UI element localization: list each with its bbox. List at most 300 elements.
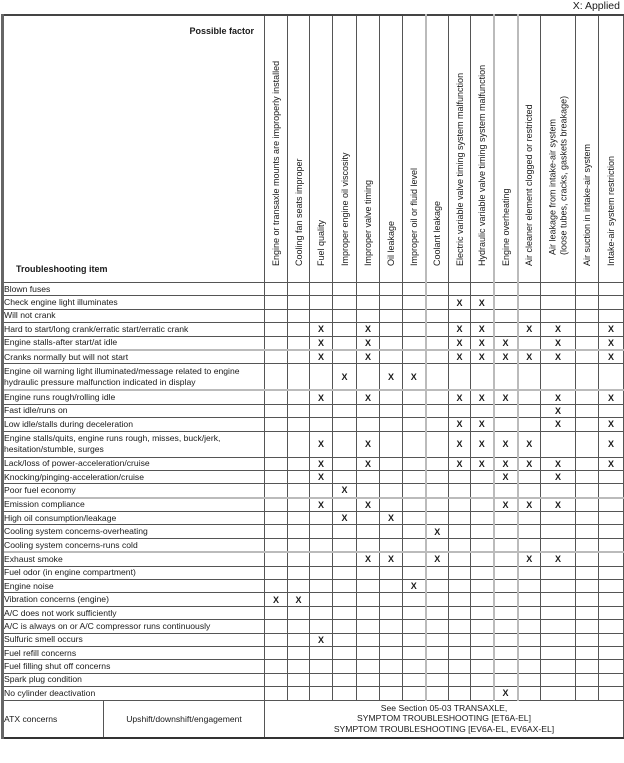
empty-cell (310, 646, 333, 659)
troubleshooting-item-label: Troubleshooting item (16, 264, 108, 274)
empty-cell (403, 525, 426, 538)
empty-cell (265, 296, 288, 309)
applied-mark: X (471, 431, 494, 457)
empty-cell (599, 687, 624, 700)
empty-cell (288, 538, 310, 552)
empty-cell (576, 633, 599, 646)
empty-cell (541, 633, 576, 646)
factor-header (576, 15, 599, 283)
empty-cell (518, 687, 541, 700)
empty-cell (426, 309, 449, 322)
table-row (3, 687, 624, 700)
factor-header-label: Air cleaner element clogged or restricted (524, 103, 534, 266)
applied-mark: X (599, 323, 624, 336)
empty-cell (471, 606, 494, 619)
applied-mark: X (449, 336, 471, 350)
troubleshooting-item: Lack/loss of power-acceleration/cruise (3, 457, 265, 470)
empty-cell (265, 498, 288, 512)
empty-cell (576, 296, 599, 309)
empty-cell (426, 580, 449, 593)
applied-mark: X (403, 580, 426, 593)
empty-cell (541, 484, 576, 498)
empty-cell (357, 296, 380, 309)
applied-mark: X (357, 336, 380, 350)
empty-cell (426, 646, 449, 659)
applied-mark: X (541, 498, 576, 512)
empty-cell (357, 580, 380, 593)
applied-mark: X (288, 593, 310, 606)
empty-cell (541, 660, 576, 673)
empty-cell (265, 646, 288, 659)
empty-cell (426, 457, 449, 470)
troubleshooting-item: Vibration concerns (engine) (3, 593, 265, 606)
empty-cell (380, 296, 403, 309)
empty-cell (357, 566, 380, 579)
empty-cell (518, 470, 541, 483)
empty-cell (494, 580, 518, 593)
empty-cell (576, 283, 599, 296)
empty-cell (265, 566, 288, 579)
factor-header (357, 15, 380, 283)
empty-cell (471, 525, 494, 538)
empty-cell (333, 296, 357, 309)
empty-cell (541, 296, 576, 309)
troubleshooting-item: Check engine light illuminates (3, 296, 265, 309)
empty-cell (449, 606, 471, 619)
empty-cell (494, 593, 518, 606)
empty-cell (576, 512, 599, 525)
empty-cell (357, 364, 380, 391)
empty-cell (541, 606, 576, 619)
applied-mark: X (310, 350, 333, 364)
empty-cell (576, 309, 599, 322)
empty-cell (357, 633, 380, 646)
applied-mark: X (403, 364, 426, 391)
applied-mark: X (541, 404, 576, 417)
empty-cell (471, 660, 494, 673)
empty-cell (518, 525, 541, 538)
empty-cell (518, 606, 541, 619)
empty-cell (518, 593, 541, 606)
applied-mark: X (357, 457, 380, 470)
empty-cell (288, 484, 310, 498)
table-row (3, 660, 624, 673)
empty-cell (426, 633, 449, 646)
empty-cell (471, 566, 494, 579)
empty-cell (599, 620, 624, 633)
empty-cell (403, 457, 426, 470)
empty-cell (576, 620, 599, 633)
empty-cell (357, 309, 380, 322)
troubleshooting-item: Knocking/pinging-acceleration/cruise (3, 470, 265, 483)
empty-cell (471, 498, 494, 512)
atx-row (3, 700, 624, 738)
empty-cell (494, 323, 518, 336)
empty-cell (288, 566, 310, 579)
empty-cell (403, 323, 426, 336)
empty-cell (310, 606, 333, 619)
applied-mark: X (310, 336, 333, 350)
applied-mark: X (541, 350, 576, 364)
empty-cell (494, 538, 518, 552)
empty-cell (576, 552, 599, 566)
empty-cell (333, 431, 357, 457)
empty-cell (265, 390, 288, 404)
empty-cell (494, 646, 518, 659)
empty-cell (599, 606, 624, 619)
empty-cell (380, 633, 403, 646)
applied-mark: X (265, 593, 288, 606)
applied-mark: X (599, 336, 624, 350)
applied-mark: X (310, 390, 333, 404)
empty-cell (576, 580, 599, 593)
empty-cell (333, 660, 357, 673)
empty-cell (380, 566, 403, 579)
empty-cell (288, 660, 310, 673)
empty-cell (288, 673, 310, 686)
empty-cell (576, 593, 599, 606)
table-row (3, 593, 624, 606)
empty-cell (471, 538, 494, 552)
table-row (3, 283, 624, 296)
empty-cell (357, 283, 380, 296)
table-row (3, 484, 624, 498)
empty-cell (333, 580, 357, 593)
applied-mark: X (357, 498, 380, 512)
applied-mark: X (449, 296, 471, 309)
empty-cell (357, 646, 380, 659)
empty-cell (265, 620, 288, 633)
applied-mark: X (494, 350, 518, 364)
applied-mark: X (599, 431, 624, 457)
factor-header (518, 15, 541, 283)
applied-mark: X (310, 498, 333, 512)
empty-cell (357, 484, 380, 498)
applied-mark: X (471, 336, 494, 350)
table-row (3, 404, 624, 417)
empty-cell (576, 418, 599, 431)
empty-cell (380, 593, 403, 606)
empty-cell (403, 633, 426, 646)
reference-line: See Section 05-03 TRANSAXLE, (380, 702, 508, 713)
empty-cell (333, 593, 357, 606)
empty-cell (426, 470, 449, 483)
empty-cell (494, 633, 518, 646)
empty-cell (333, 498, 357, 512)
empty-cell (426, 484, 449, 498)
possible-factor-label: Possible factor (189, 26, 254, 36)
empty-cell (576, 350, 599, 364)
empty-cell (576, 390, 599, 404)
troubleshooting-item: Engine noise (3, 580, 265, 593)
empty-cell (403, 646, 426, 659)
table-row (3, 364, 624, 391)
empty-cell (541, 687, 576, 700)
factor-header (494, 15, 518, 283)
troubleshooting-item: Engine stalls-after start/at idle (3, 336, 265, 350)
empty-cell (449, 673, 471, 686)
empty-cell (576, 457, 599, 470)
troubleshooting-item: Low idle/stalls during deceleration (3, 418, 265, 431)
applied-mark: X (518, 323, 541, 336)
empty-cell (403, 512, 426, 525)
empty-cell (494, 552, 518, 566)
empty-cell (403, 484, 426, 498)
empty-cell (403, 552, 426, 566)
empty-cell (357, 687, 380, 700)
empty-cell (310, 687, 333, 700)
troubleshooting-item: High oil consumption/leakage (3, 512, 265, 525)
empty-cell (518, 673, 541, 686)
applied-mark: X (494, 687, 518, 700)
empty-cell (380, 606, 403, 619)
empty-cell (449, 580, 471, 593)
empty-cell (541, 593, 576, 606)
troubleshooting-item: Fast idle/runs on (3, 404, 265, 417)
empty-cell (576, 404, 599, 417)
empty-cell (333, 390, 357, 404)
empty-cell (265, 525, 288, 538)
factor-header (471, 15, 494, 283)
applied-mark: X (541, 457, 576, 470)
factor-header (310, 15, 333, 283)
empty-cell (333, 470, 357, 483)
empty-cell (333, 418, 357, 431)
empty-cell (599, 552, 624, 566)
applied-mark: X (518, 552, 541, 566)
empty-cell (426, 687, 449, 700)
empty-cell (518, 390, 541, 404)
troubleshooting-item: Exhaust smoke (3, 552, 265, 566)
empty-cell (310, 296, 333, 309)
applied-mark: X (494, 390, 518, 404)
empty-cell (471, 593, 494, 606)
empty-cell (449, 283, 471, 296)
applied-mark: X (357, 552, 380, 566)
table-row (3, 606, 624, 619)
troubleshooting-item: No cylinder deactivation (3, 687, 265, 700)
empty-cell (576, 646, 599, 659)
atx-reference (265, 700, 624, 738)
empty-cell (449, 309, 471, 322)
empty-cell (426, 296, 449, 309)
empty-cell (599, 538, 624, 552)
empty-cell (494, 404, 518, 417)
empty-cell (310, 620, 333, 633)
empty-cell (449, 620, 471, 633)
empty-cell (494, 418, 518, 431)
applied-mark: X (471, 350, 494, 364)
empty-cell (449, 633, 471, 646)
empty-cell (310, 484, 333, 498)
empty-cell (576, 673, 599, 686)
empty-cell (265, 431, 288, 457)
empty-cell (265, 404, 288, 417)
legend-applied: X: Applied (572, 0, 620, 12)
empty-cell (426, 431, 449, 457)
applied-mark: X (471, 296, 494, 309)
applied-mark: X (449, 323, 471, 336)
empty-cell (288, 512, 310, 525)
empty-cell (494, 620, 518, 633)
empty-cell (380, 283, 403, 296)
empty-cell (288, 418, 310, 431)
troubleshooting-item: Poor fuel economy (3, 484, 265, 498)
corner-header (3, 15, 265, 283)
empty-cell (403, 470, 426, 483)
empty-cell (449, 552, 471, 566)
troubleshooting-item: A/C is always on or A/C compressor runs continuously (3, 620, 265, 633)
empty-cell (310, 512, 333, 525)
factor-header (426, 15, 449, 283)
empty-cell (380, 484, 403, 498)
empty-cell (357, 525, 380, 538)
table-row (3, 498, 624, 512)
empty-cell (333, 687, 357, 700)
empty-cell (576, 364, 599, 391)
empty-cell (333, 350, 357, 364)
empty-cell (403, 418, 426, 431)
empty-cell (494, 296, 518, 309)
empty-cell (426, 660, 449, 673)
empty-cell (471, 620, 494, 633)
empty-cell (380, 673, 403, 686)
table-row (3, 323, 624, 336)
empty-cell (576, 566, 599, 579)
empty-cell (576, 431, 599, 457)
reference-line: SYMPTOM TROUBLESHOOTING [EV6A-EL, EV6AX-EL] (333, 723, 555, 734)
empty-cell (599, 470, 624, 483)
empty-cell (357, 606, 380, 619)
empty-cell (333, 283, 357, 296)
empty-cell (449, 512, 471, 525)
empty-cell (333, 457, 357, 470)
empty-cell (380, 431, 403, 457)
empty-cell (357, 418, 380, 431)
factor-header (288, 15, 310, 283)
empty-cell (426, 620, 449, 633)
applied-mark: X (599, 457, 624, 470)
empty-cell (494, 512, 518, 525)
table-row (3, 431, 624, 457)
empty-cell (310, 538, 333, 552)
empty-cell (333, 336, 357, 350)
empty-cell (518, 646, 541, 659)
empty-cell (265, 512, 288, 525)
applied-mark: X (541, 552, 576, 566)
empty-cell (288, 309, 310, 322)
table-row (3, 673, 624, 686)
empty-cell (357, 470, 380, 483)
empty-cell (426, 323, 449, 336)
empty-cell (403, 404, 426, 417)
empty-cell (380, 418, 403, 431)
applied-mark: X (518, 431, 541, 457)
empty-cell (357, 660, 380, 673)
empty-cell (576, 484, 599, 498)
empty-cell (310, 580, 333, 593)
applied-mark: X (471, 323, 494, 336)
factor-header (599, 15, 624, 283)
empty-cell (265, 538, 288, 552)
applied-mark: X (599, 418, 624, 431)
empty-cell (541, 364, 576, 391)
empty-cell (471, 673, 494, 686)
table-row (3, 633, 624, 646)
empty-cell (333, 646, 357, 659)
empty-cell (518, 512, 541, 525)
applied-mark: X (310, 323, 333, 336)
empty-cell (599, 633, 624, 646)
troubleshooting-item: Blown fuses (3, 283, 265, 296)
empty-cell (449, 660, 471, 673)
empty-cell (471, 687, 494, 700)
factor-header-label: Improper valve timing (362, 179, 373, 266)
empty-cell (471, 484, 494, 498)
empty-cell (403, 296, 426, 309)
empty-cell (357, 620, 380, 633)
empty-cell (265, 660, 288, 673)
troubleshooting-item: Cooling system concerns-overheating (3, 525, 265, 538)
empty-cell (380, 336, 403, 350)
troubleshooting-item: Fuel filling shut off concerns (3, 660, 265, 673)
empty-cell (288, 457, 310, 470)
applied-mark: X (449, 350, 471, 364)
troubleshooting-item: Engine oil warning light illuminated/message related to engine hydraulic pressure malfunction indicated in display (3, 364, 265, 391)
table-row (3, 580, 624, 593)
empty-cell (599, 580, 624, 593)
empty-cell (310, 283, 333, 296)
factor-header (403, 15, 426, 283)
empty-cell (449, 404, 471, 417)
empty-cell (599, 512, 624, 525)
empty-cell (310, 525, 333, 538)
empty-cell (494, 660, 518, 673)
troubleshooting-item: Emission compliance (3, 498, 265, 512)
empty-cell (380, 646, 403, 659)
troubleshooting-item: Engine runs rough/rolling idle (3, 390, 265, 404)
empty-cell (541, 525, 576, 538)
empty-cell (403, 336, 426, 350)
applied-mark: X (471, 390, 494, 404)
applied-mark: X (380, 552, 403, 566)
empty-cell (541, 566, 576, 579)
troubleshooting-item: Cooling system concerns-runs cold (3, 538, 265, 552)
empty-cell (599, 593, 624, 606)
empty-cell (518, 283, 541, 296)
empty-cell (449, 566, 471, 579)
factor-header-label: Intake-air system restriction (605, 155, 616, 266)
empty-cell (288, 336, 310, 350)
empty-cell (333, 552, 357, 566)
applied-mark: X (357, 350, 380, 364)
applied-mark: X (357, 390, 380, 404)
empty-cell (518, 633, 541, 646)
empty-cell (403, 687, 426, 700)
empty-cell (518, 309, 541, 322)
empty-cell (426, 364, 449, 391)
empty-cell (288, 552, 310, 566)
empty-cell (380, 525, 403, 538)
empty-cell (288, 350, 310, 364)
empty-cell (541, 512, 576, 525)
applied-mark: X (494, 457, 518, 470)
empty-cell (471, 552, 494, 566)
empty-cell (265, 687, 288, 700)
empty-cell (333, 309, 357, 322)
empty-cell (541, 538, 576, 552)
empty-cell (599, 296, 624, 309)
